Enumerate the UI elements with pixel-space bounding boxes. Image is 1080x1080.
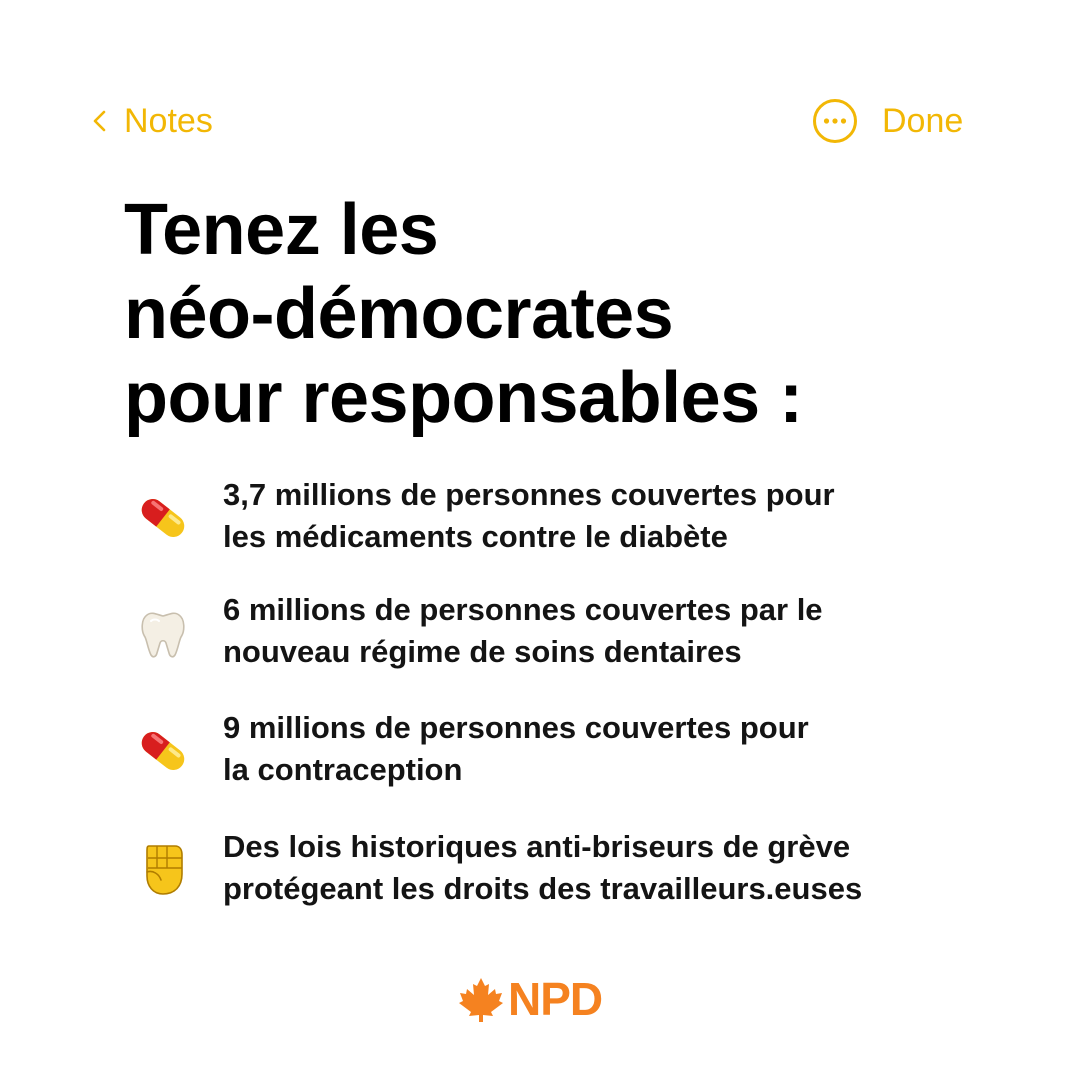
more-options-button[interactable] <box>812 98 858 144</box>
title-line: pour responsables : <box>124 358 803 438</box>
list-item <box>130 707 1010 797</box>
pill-icon <box>135 490 191 546</box>
chevron-left-icon <box>90 106 110 136</box>
npd-logo <box>458 974 624 1024</box>
text-line: nouveau régime de soins dentaires <box>223 634 742 669</box>
list-item-text <box>223 826 1003 910</box>
list-item-text <box>223 707 1003 791</box>
list-item <box>130 474 1010 564</box>
text-line: protégeant les droits des travailleurs.euses <box>223 871 863 906</box>
list-item <box>130 589 1010 679</box>
note-title <box>124 188 984 440</box>
back-button[interactable] <box>90 98 213 144</box>
npd-wordmark: NPD <box>508 973 603 1025</box>
text-line: 3,7 millions de personnes couvertes pour <box>223 477 835 512</box>
raised-fist-icon <box>135 842 191 898</box>
ellipsis-circle-icon <box>812 98 858 144</box>
text-line: Des lois historiques anti-briseurs de grève <box>223 829 851 864</box>
list-item-text <box>223 589 1003 673</box>
back-label: Notes <box>124 101 213 140</box>
title-line: néo-démocrates <box>124 274 674 354</box>
title-line: Tenez les <box>124 190 439 270</box>
pill-icon <box>135 723 191 779</box>
list-item <box>130 826 1010 916</box>
tooth-icon <box>135 605 191 661</box>
maple-leaf-icon <box>458 976 504 1022</box>
list-item-text <box>223 474 1003 558</box>
text-line: 9 millions de personnes couvertes pour <box>223 710 809 745</box>
done-button[interactable]: Done <box>882 102 964 140</box>
text-line: 6 millions de personnes couvertes par le <box>223 592 823 627</box>
navigation-bar <box>0 0 1080 200</box>
text-line: la contraception <box>223 752 463 787</box>
text-line: les médicaments contre le diabète <box>223 519 728 554</box>
